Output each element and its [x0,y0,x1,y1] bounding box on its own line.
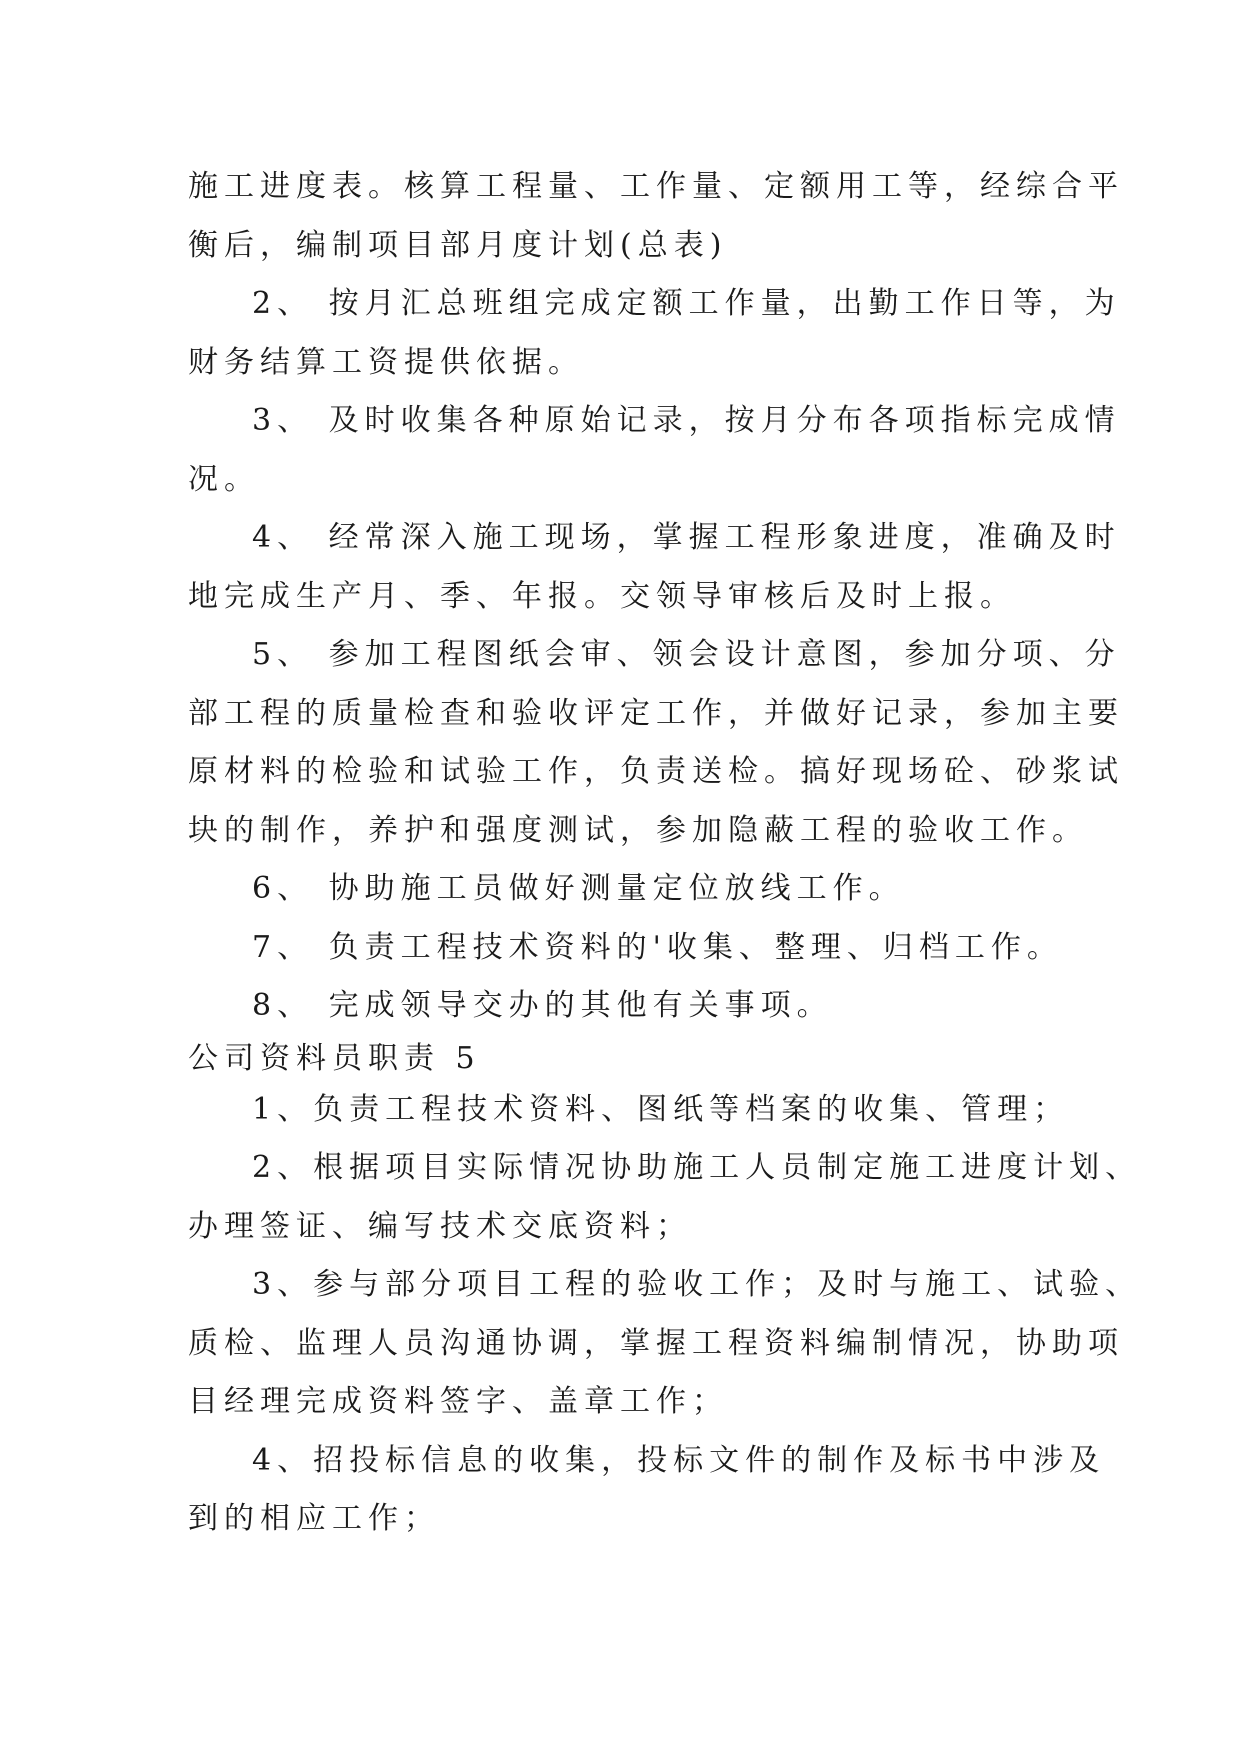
text-line: 办理签证、编写技术交底资料； [188,1208,692,1244]
duty-item-2: 2、根据项目实际情况协助施工人员制定施工进度计划、 [252,1150,1142,1185]
text-line: 质检、监理人员沟通协调，掌握工程资料编制情况，协助项 [188,1325,1124,1361]
text-line: 衡后，编制项目部月度计划(总表) [188,227,728,263]
text-line: 况。 [188,461,260,497]
text-line: 财务结算工资提供依据。 [188,344,584,380]
text-line: 施工进度表。核算工程量、工作量、定额用工等，经综合平 [188,169,1124,204]
text-line: 块的制作，养护和强度测试，参加隐蔽工程的验收工作。 [188,812,1088,848]
list-item-6: 6、 协助施工员做好测量定位放线工作。 [252,871,905,906]
text-line: 目经理完成资料签字、盖章工作； [188,1384,728,1419]
duty-item-1: 1、负责工程技术资料、图纸等档案的收集、管理； [252,1091,1070,1127]
list-item-4: 4、 经常深入施工现场，掌握工程形象进度，准确及时 [252,520,1121,555]
text-line: 部工程的质量检查和验收评定工作，并做好记录，参加主要 [188,695,1124,731]
text-line: 原材料的检验和试验工作，负责送检。搞好现场砼、砂浆试 [188,754,1124,789]
document-body [188,158,1142,1549]
section-heading: 公司资料员职责 5 [188,1040,481,1076]
list-item-2: 2、 按月汇总班组完成定额工作量，出勤工作日等，为 [252,286,1121,321]
text-line: 地完成生产月、季、年报。交领导审核后及时上报。 [188,578,1016,614]
list-item-3: 3、 及时收集各种原始记录，按月分布各项指标完成情 [252,403,1121,438]
list-item-5: 5、 参加工程图纸会审、领会设计意图，参加分项、分 [252,637,1121,672]
duty-item-4: 4、招投标信息的收集，投标文件的制作及标书中涉及 [252,1442,1106,1478]
list-item-7: 7、 负责工程技术资料的'收集、整理、归档工作。 [252,929,1063,965]
text-line: 到的相应工作； [188,1501,440,1536]
list-item-8: 8、 完成领导交办的其他有关事项。 [252,988,833,1023]
duty-item-3: 3、参与部分项目工程的验收工作；及时与施工、试验、 [252,1267,1142,1302]
